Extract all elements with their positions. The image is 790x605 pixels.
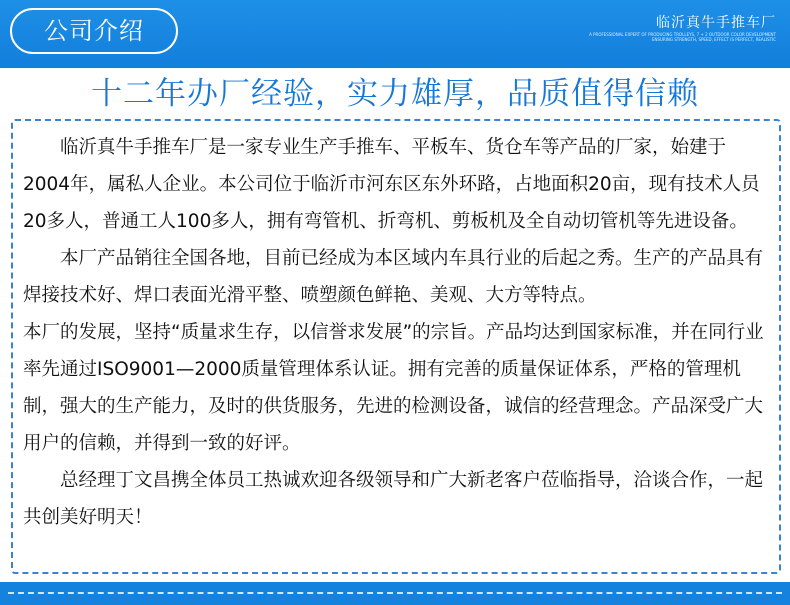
paragraph-products: 本厂产品销往全国各地，目前已经成为本区域内车具行业的后起之秀。生产的产品具有焊接技术好、焊口表面光滑平整、喷塑颜色鲜艳、美观、大方等特点。: [23, 248, 764, 306]
paragraph-company-profile: 临沂真牛手推车厂是一家专业生产手推车、平板车、货仓车等产品的厂家，始建于2004年，属私人企业。本公司位于临沂市河东区东外环路，占地面积20亩，现有技术人员20多人，普通工人100多人，拥有弯管机、折弯机、剪板机及全自动切管机等先进设备。: [23, 137, 760, 232]
bottom-dashed-line: [8, 592, 782, 594]
brand-tagline-1: A PROFESSIONAL EXPERT OF PRODUCING TROLLEYS, 7 + 2 OUTDOOR COLOR DEVELOPMENT: [589, 32, 776, 37]
section-title: 公司介绍: [10, 8, 178, 54]
brand-name: 临沂真牛手推车厂: [656, 15, 776, 31]
bottom-band: [0, 582, 790, 605]
intro-box: [11, 119, 781, 574]
paragraph-welcome: 总经理丁文昌携全体员工热诚欢迎各级领导和广大新老客户莅临指导，洽谈合作，一起共创美好明天！: [23, 470, 764, 528]
headline: 十二年办厂经验，实力雄厚，品质值得信赖: [91, 76, 699, 112]
paragraph-quality: 本厂的发展，坚持“质量求生存，以信誉求发展”的宗旨。产品均达到国家标准，并在同行业率先通过ISO9001—2000质量管理体系认证。拥有完善的质量保证体系，严格的管理机制，强大的生产能力，及时的供货服务，先进的检测设备，诚信的经营理念。产品深受广大用户的信赖，并得到一致的好评。: [23, 322, 764, 454]
intro-text: [23, 129, 771, 536]
header-banner: [0, 0, 790, 68]
brand-block: [576, 14, 776, 42]
brand-tagline-2: ENSURING STRENGTH, SPEED, EFFECT IS PERFECT, REALISTIC: [651, 37, 776, 42]
